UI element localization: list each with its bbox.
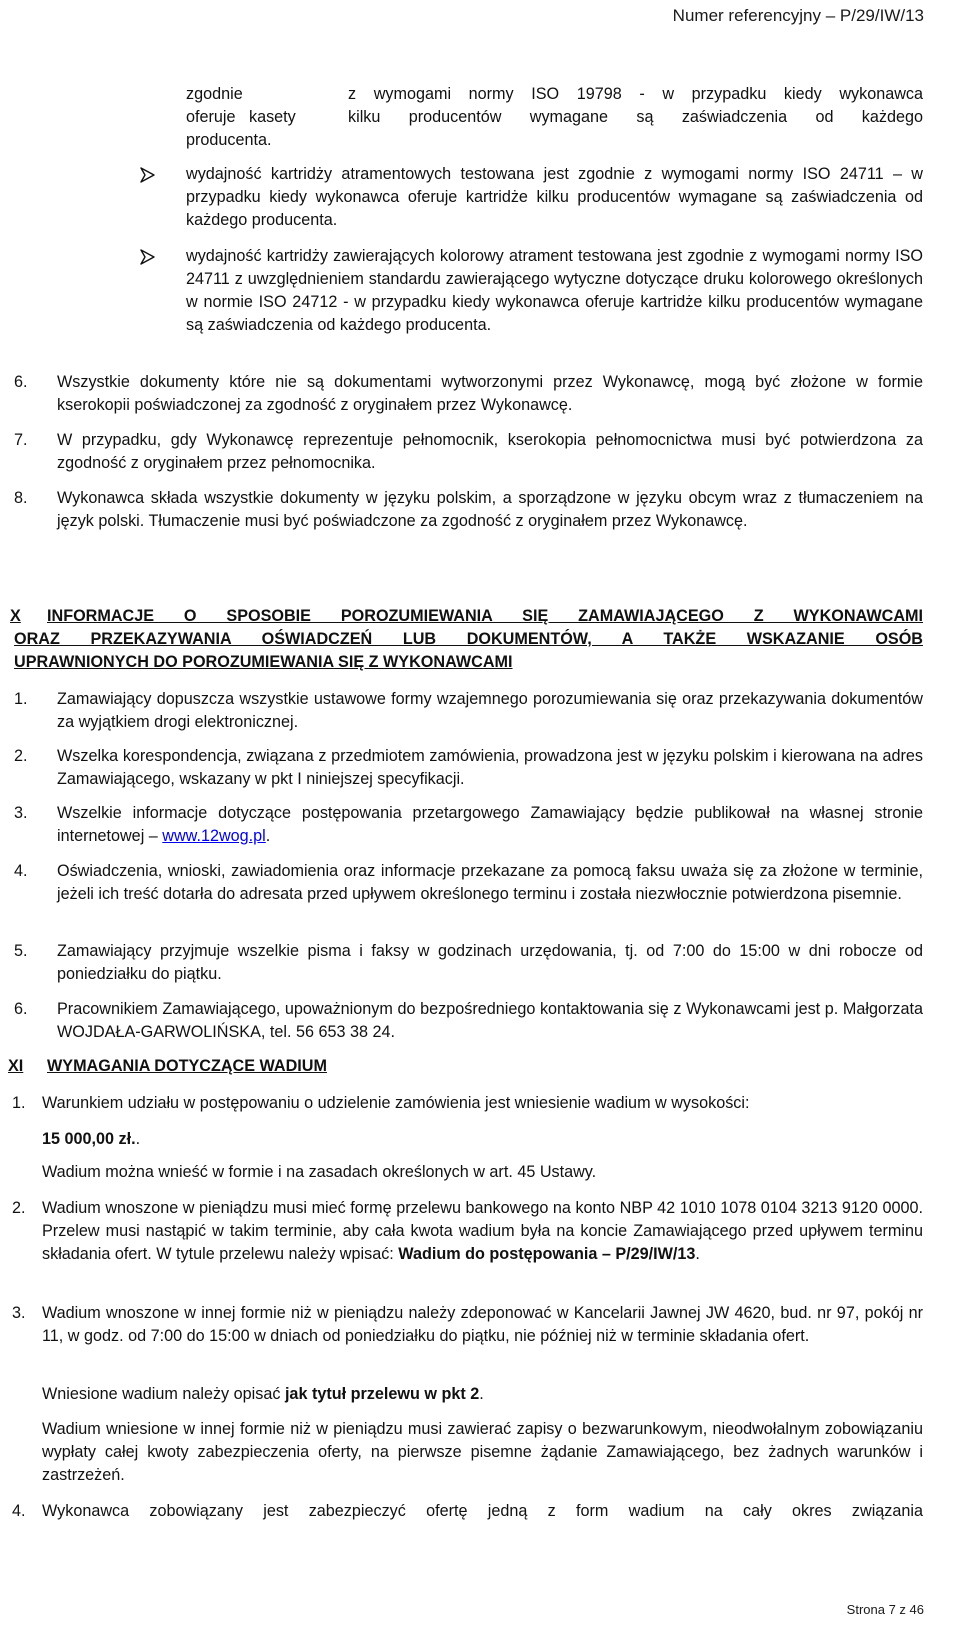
list-item: Zamawiający dopuszcza wszystkie ustawowe formy wzajemnego porozumiewania się oraz przekazywania dokumentów za wyjątkiem drogi elektronicznej. — [57, 690, 923, 731]
list-number: 5. — [14, 942, 28, 960]
wadium-amount-value: 15 000,00 zł. — [42, 1130, 136, 1148]
paragraph: Wadium wniesione w innej formie niż w pieniądzu musi zawierać zapisy o bezwarunkowym, nieodwołalnym zobowiązaniu wypłaty całej kwoty zabezpieczenia oferty, na pierwsze pisemne żądanie Zamawiającego, bez żadnych warunków i zastrzeżeń. — [42, 1420, 923, 1484]
paragraph: Wadium można wnieść w formie i na zasadach określonych w art. 45 Ustawy. — [42, 1163, 597, 1181]
list-number: 1. — [12, 1094, 26, 1112]
website-link[interactable]: www.12wog.pl — [162, 827, 266, 845]
list-number: 2. — [12, 1199, 26, 1217]
list-item: Wykonawca zobowiązany jest zabezpieczyć ofertę jedną z form wadium na cały okres związania — [42, 1502, 923, 1520]
list-item: Pracownikiem Zamawiającego, upoważnionym do bezpośredniego kontaktowania się z Wykonawcami jest p. Małgorzata WOJDAŁA-GARWOLIŃSKA, tel. 56 653 38 24. — [57, 1000, 923, 1041]
section-number: XI — [8, 1057, 24, 1075]
bullet-item: wydajność kartridży zawierających kolorowy atrament testowana jest zgodnie z wymogami normy ISO 24711 z uwzględnieniem standardu zawierającego wytyczne dotyczące druku kolorowego określonych w normie ISO 24712 - w przypadku kiedy wykonawca oferuje kartridże kilku producentów wymagane są zaświadczenia od każdego producenta. — [186, 247, 923, 334]
list-number: 4. — [12, 1502, 26, 1520]
paragraph-bold: jak tytuł przelewu w pkt 2 — [284, 1385, 480, 1403]
list-item: Warunkiem udziału w postępowaniu o udzielenie zamówienia jest wniesienie wadium w wysokości: — [42, 1094, 750, 1112]
reference-number-header: Numer referencyjny – P/29/IW/13 — [672, 6, 924, 25]
list-number: 3. — [14, 804, 28, 822]
paragraph-text-tail: . — [479, 1385, 484, 1403]
section-title-line: UPRAWNIONYCH DO POROZUMIEWANIA SIĘ Z WYKONAWCAMI — [14, 653, 513, 671]
list-item — [42, 1197, 923, 1266]
list-item-text: Wadium wnoszone w pieniądzu musi mieć formę przelewu bankowego na konto NBP 42 1010 1078 0104 3213 9120 0000. Przelew musi nastąpić w takim terminie, aby cała kwota wadium była na koncie Zamawiającego przed upływem terminu składania ofert. W tytule przelewu należy wpisać: — [42, 1199, 923, 1263]
fragment-line-1a: zgodnie — [186, 85, 243, 103]
section-title-line: ORAZ PRZEKAZYWANIA OŚWIADCZEŃ LUB DOKUMENTÓW, A TAKŻE WSKAZANIE OSÓB — [14, 630, 923, 648]
wadium-amount-tail: . — [135, 1130, 141, 1148]
list-item: Wszystkie dokumenty które nie są dokumentami wytworzonymi przez Wykonawcę, mogą być złożone w formie kserokopii poświadczonej za zgodność z oryginałem przez Wykonawcę. — [57, 373, 923, 414]
wadium-amount — [42, 1128, 140, 1151]
list-number: 2. — [14, 747, 28, 765]
list-number: 6. — [14, 373, 28, 391]
section-title: WYMAGANIA DOTYCZĄCE WADIUM — [47, 1057, 327, 1075]
list-item-text-tail: . — [265, 827, 271, 845]
list-item-text: Wszelkie informacje dotyczące postępowania przetargowego Zamawiający będzie publikował na własnej stronie internetowej – — [57, 804, 923, 845]
fragment-line-3: producenta. — [186, 131, 272, 149]
list-number: 3. — [12, 1304, 26, 1322]
arrow-bullet-icon — [138, 248, 158, 266]
list-number: 7. — [14, 431, 28, 449]
page-number-footer: Strona 7 z 46 — [846, 1602, 924, 1617]
list-item: Wszelka korespondencja, związana z przedmiotem zamówienia, prowadzona jest w języku polskim i kierowana na adres Zamawiającego, wskazany w pkt I niniejszej specyfikacji. — [57, 747, 923, 788]
section-number: X — [10, 607, 21, 625]
list-item — [57, 802, 923, 848]
fragment-line-2b: kilku producentów wymagane są zaświadczenia od każdego — [348, 108, 923, 126]
list-item: Wykonawca składa wszystkie dokumenty w języku polskim, a sporządzone w języku obcym wraz z tłumaczeniem na język polski. Tłumaczenie musi być poświadczone za zgodność z oryginałem przez Wykonawcę. — [57, 489, 923, 530]
bullet-item: wydajność kartridży atramentowych testowana jest zgodnie z wymogami normy ISO 24711 – w przypadku kiedy wykonawca oferuje kartridże kilku producentów wymagane są zaświadczenia od każdego producenta. — [186, 165, 923, 229]
list-item: W przypadku, gdy Wykonawcę reprezentuje pełnomocnik, kserokopia pełnomocnictwa musi być potwierdzona za zgodność z oryginałem przez pełnomocnika. — [57, 431, 923, 472]
list-item: Oświadczenia, wnioski, zawiadomienia oraz informacje przekazane za pomocą faksu uważa się za złożone w terminie, jeżeli ich treść dotarła do adresata przed upływem określonego terminu i została niezwłocznie potwierdzona pisemnie. — [57, 862, 923, 903]
arrow-bullet-icon — [138, 166, 158, 184]
paragraph — [42, 1383, 923, 1406]
fragment-line-1b: z wymogami normy ISO 19798 - w przypadku kiedy wykonawca — [348, 85, 923, 103]
list-number: 1. — [14, 690, 28, 708]
list-number: 8. — [14, 489, 28, 507]
list-item: Zamawiający przyjmuje wszelkie pisma i faksy w godzinach urzędowania, tj. od 7:00 do 15:00 w dni robocze od poniedziałku do piątku. — [57, 942, 923, 983]
section-title-line: INFORMACJE O SPOSOBIE POROZUMIEWANIA SIĘ ZAMAWIAJĄCEGO Z WYKONAWCAMI — [47, 607, 923, 625]
transfer-title: Wadium do postępowania – P/29/IW/13 — [398, 1245, 696, 1263]
paragraph-text: Wniesione wadium należy opisać — [42, 1385, 285, 1403]
list-item-text-tail: . — [695, 1245, 700, 1263]
list-item: Wadium wnoszone w innej formie niż w pieniądzu należy zdeponować w Kancelarii Jawnej JW 4620, bud. nr 97, pokój nr 11, w godz. od 7:00 do 15:00 w dniach od poniedziałku do piątku, nie później niż w terminie składania ofert. — [42, 1304, 923, 1345]
list-number: 4. — [14, 862, 28, 880]
fragment-line-2a: oferuje kasety — [186, 108, 296, 126]
list-number: 6. — [14, 1000, 28, 1018]
